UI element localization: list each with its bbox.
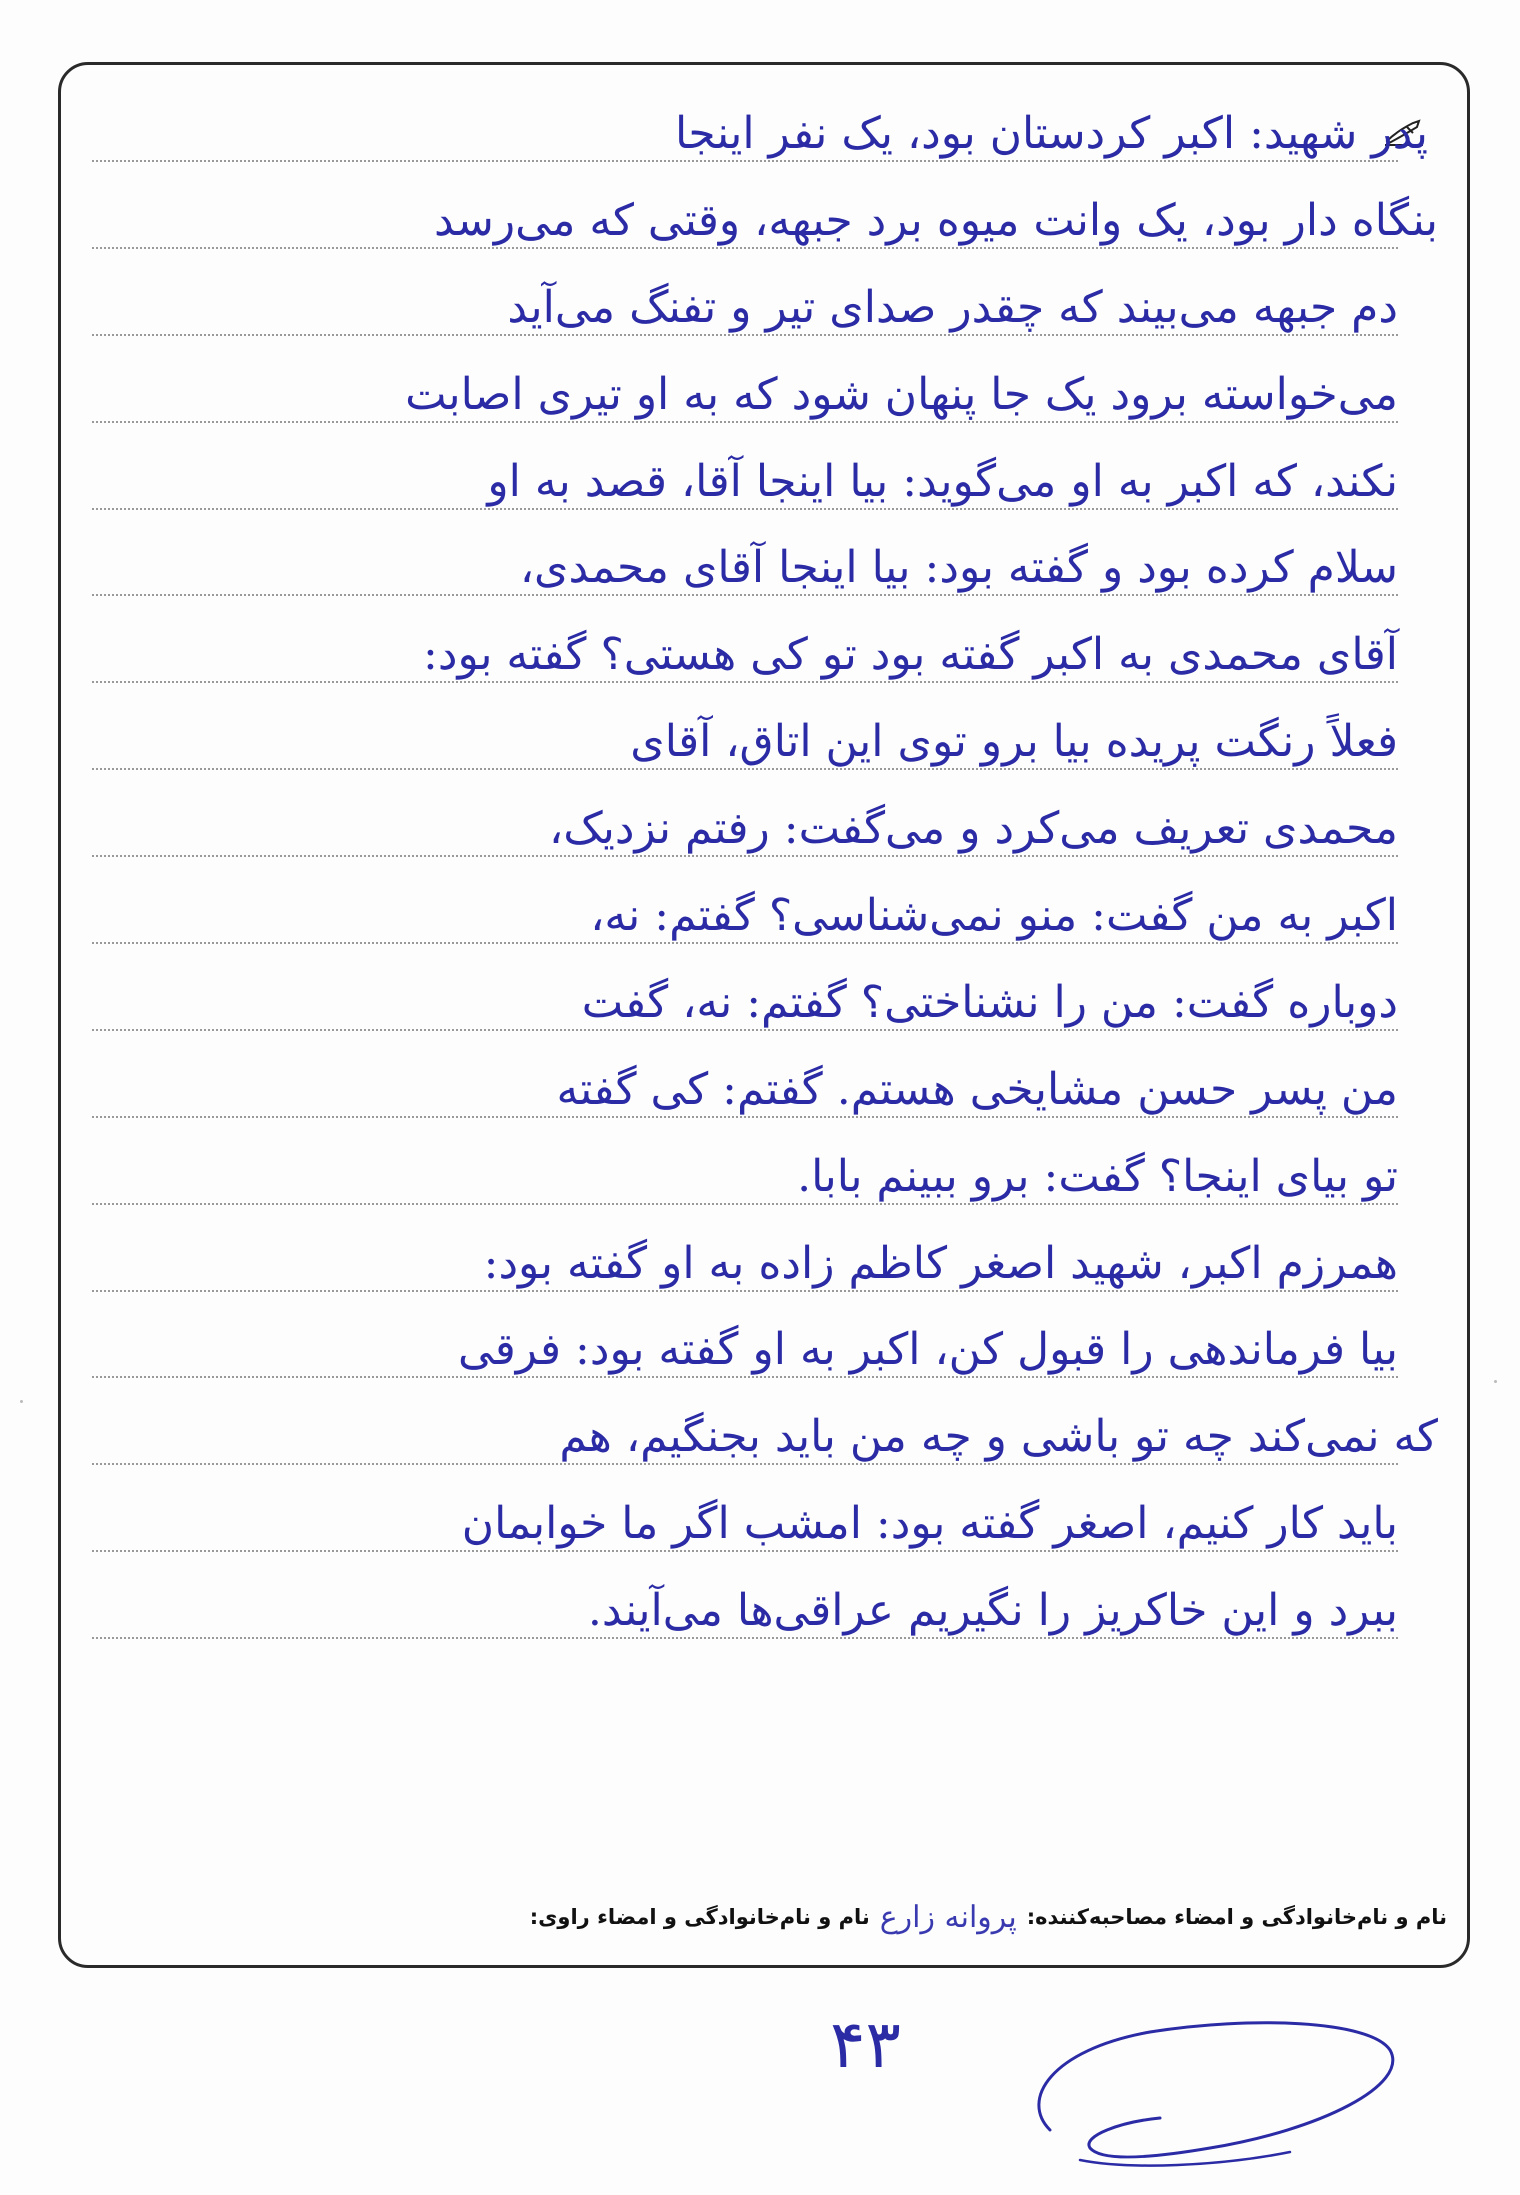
text-line: باید کار کنیم، اصغر گفته بود: امشب اگر ما خوابمان <box>92 1490 1428 1577</box>
text-line: سلام کرده بود و گفته بود: بیا اینجا آقای محمدی، <box>92 534 1428 621</box>
narrator-label: نام و نام‌خانوادگی و امضاء راوی: <box>529 1905 870 1929</box>
text-line: می‌خواسته برود یک جا پنهان شود که به او تیری اصابت <box>92 361 1428 448</box>
text-line: تو بیای اینجا؟ گفت: برو ببینم بابا. <box>92 1143 1428 1230</box>
handwritten-text-block <box>92 100 1438 1664</box>
text-line: بیا فرماندهی را قبول کن، اکبر به او گفته بود: فرقی <box>92 1316 1428 1403</box>
interviewer-signature: پروانه زارع <box>879 1899 1017 1935</box>
footer-signature-row <box>81 1897 1447 1937</box>
scan-speck <box>20 1400 23 1403</box>
text-line: پدر شهید: اکبر کردستان بود، یک نفر اینجا <box>92 100 1428 187</box>
interviewer-label: نام و نام‌خانوادگی و امضاء مصاحبه‌کننده: <box>1026 1905 1447 1929</box>
text-line: دوباره گفت: من را نشناختی؟ گفتم: نه، گفت <box>92 969 1428 1056</box>
page-number: ۴۳ <box>830 2006 901 2083</box>
text-line: همرزم اکبر، شهید اصغر کاظم زاده به او گفته بود: <box>92 1230 1428 1317</box>
text-line: اکبر به من گفت: منو نمی‌شناسی؟ گفتم: نه، <box>92 882 1428 969</box>
text-line: آقای محمدی به اکبر گفته بود تو کی هستی؟ گفته بود: <box>92 621 1428 708</box>
scan-speck <box>1494 1380 1497 1383</box>
text-line: محمدی تعریف می‌کرد و می‌گفت: رفتم نزدیک، <box>92 795 1428 882</box>
narrator-signature <box>990 2010 1420 2180</box>
text-line: من پسر حسن مشایخی هستم. گفتم: کی گفته <box>92 1056 1428 1143</box>
text-line: که نمی‌کند چه تو باشی و چه من باید بجنگیم، هم <box>92 1403 1428 1490</box>
text-line: ببرد و این خاکریز را نگیریم عراقی‌ها می‌آیند. <box>92 1577 1428 1664</box>
text-line: دم جبهه می‌بیند که چقدر صدای تیر و تفنگ می‌آید <box>92 274 1428 361</box>
text-line: نکند، که اکبر به او می‌گوید: بیا اینجا آقا، قصد به او <box>92 448 1428 535</box>
text-line: بنگاه دار بود، یک وانت میوه برد جبهه، وقتی که می‌رسد <box>92 187 1428 274</box>
text-line: فعلاً رنگت پریده بیا برو توی این اتاق، آقای <box>92 708 1428 795</box>
